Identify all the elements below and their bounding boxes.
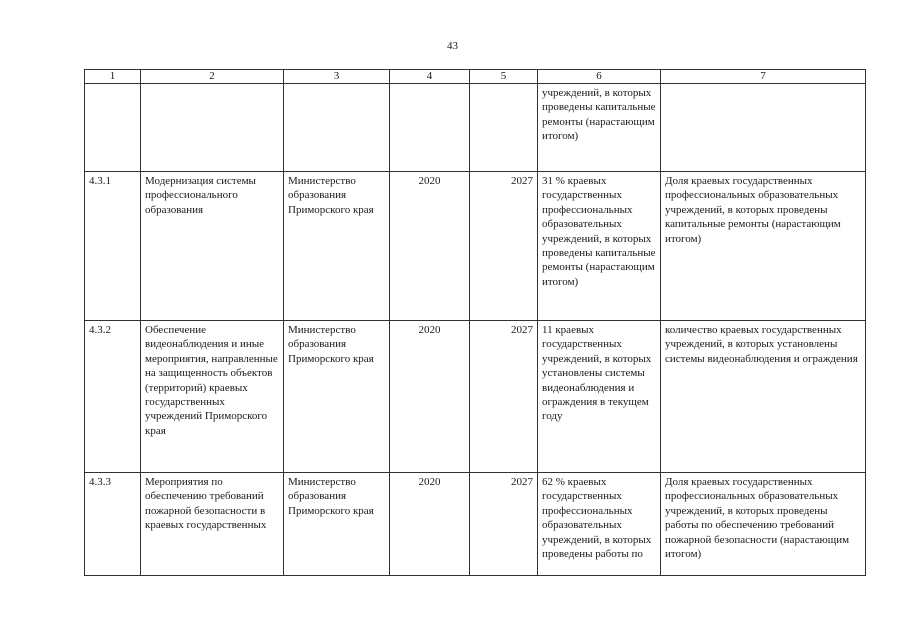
indicator: Доля краевых государственных профессиональных образовательных учреждений, в которых проведены работы по обеспечению требований пожарной безопасности (нарастающим итогом)	[661, 473, 866, 576]
activity-name: Обеспечение видеонаблюдения и иные мероприятия, направленные на защищенность объектов (территорий) краевых государственных учреждений Приморского края	[141, 321, 284, 473]
activity-name	[141, 84, 284, 172]
end-year	[470, 84, 538, 172]
column-header-7: 7	[661, 70, 866, 84]
start-year: 2020	[390, 321, 470, 473]
responsible-org	[284, 84, 390, 172]
header-row	[85, 70, 866, 84]
column-header-6: 6	[538, 70, 661, 84]
expected-result: 62 % краевых государственных профессиональных образовательных учреждений, в которых проведены работы по	[538, 473, 661, 576]
responsible-org: Министерство образования Приморского края	[284, 321, 390, 473]
end-year: 2027	[470, 321, 538, 473]
table-row	[85, 84, 866, 172]
column-header-1: 1	[85, 70, 141, 84]
expected-result: 11 краевых государственных учреждений, в которых установлены системы видеонаблюдения и ограждения в текущем году	[538, 321, 661, 473]
end-year: 2027	[470, 473, 538, 576]
start-year: 2020	[390, 473, 470, 576]
table-row	[85, 321, 866, 473]
row-number: 4.3.3	[85, 473, 141, 576]
table-row	[85, 172, 866, 321]
responsible-org: Министерство образования Приморского края	[284, 172, 390, 321]
column-header-4: 4	[390, 70, 470, 84]
start-year: 2020	[390, 172, 470, 321]
column-header-3: 3	[284, 70, 390, 84]
column-header-5: 5	[470, 70, 538, 84]
row-number: 4.3.1	[85, 172, 141, 321]
indicator	[661, 84, 866, 172]
activity-name: Модернизация системы профессионального образования	[141, 172, 284, 321]
expected-result: учреждений, в которых проведены капитальные ремонты (нарастающим итогом)	[538, 84, 661, 172]
responsible-org: Министерство образования Приморского края	[284, 473, 390, 576]
table-row	[85, 473, 866, 576]
expected-result: 31 % краевых государственных профессиональных образовательных учреждений, в которых проведены капитальные ремонты (нарастающим итогом)	[538, 172, 661, 321]
row-number	[85, 84, 141, 172]
page-number: 43	[447, 40, 458, 52]
row-number: 4.3.2	[85, 321, 141, 473]
indicator: количество краевых государственных учреждений, в которых установлены системы видеонаблюдения и ограждения	[661, 321, 866, 473]
start-year	[390, 84, 470, 172]
program-table	[84, 69, 866, 576]
indicator: Доля краевых государственных профессиональных образовательных учреждений, в которых проведены капитальные ремонты (нарастающим итогом)	[661, 172, 866, 321]
end-year: 2027	[470, 172, 538, 321]
column-header-2: 2	[141, 70, 284, 84]
activity-name: Мероприятия по обеспечению требований пожарной безопасности в краевых государственных	[141, 473, 284, 576]
